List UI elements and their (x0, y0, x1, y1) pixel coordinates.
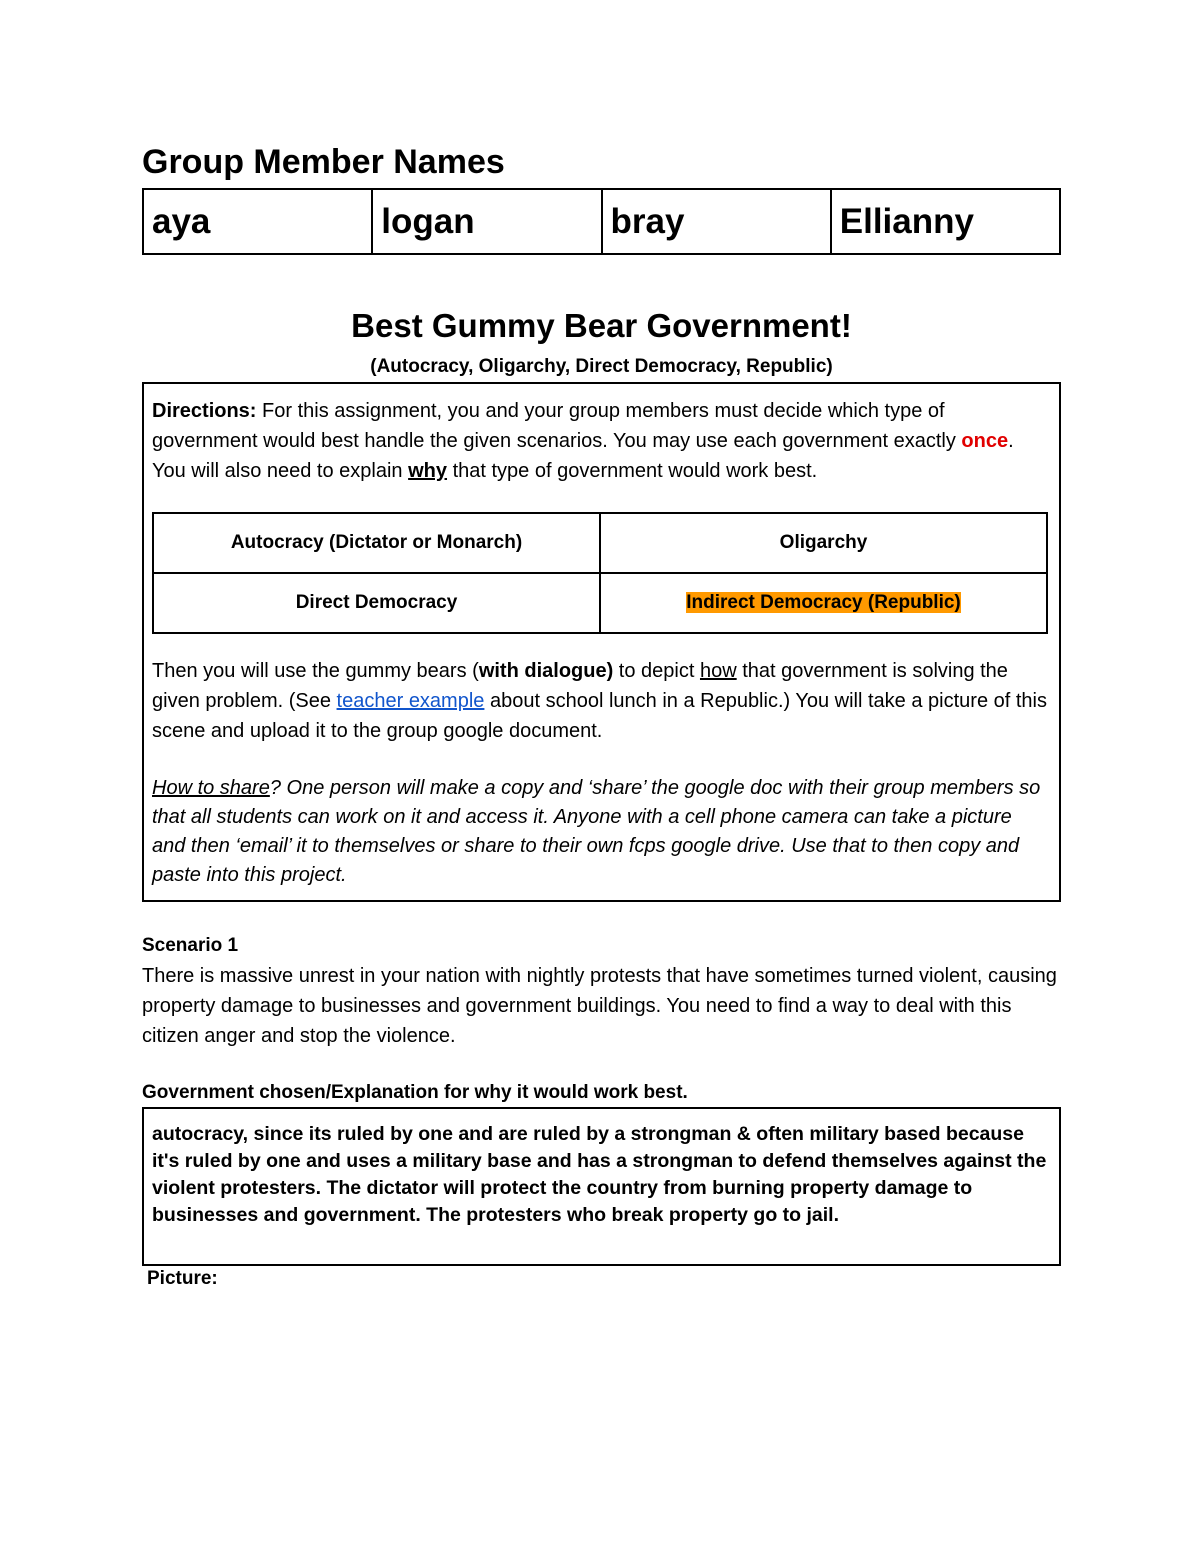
member-name-cell[interactable]: logan (372, 189, 601, 254)
government-cell-republic (600, 573, 1047, 633)
government-cell-direct-democracy: Direct Democracy (153, 573, 600, 633)
member-name-cell[interactable]: Ellianny (831, 189, 1060, 254)
document-subtitle: (Autocracy, Oligarchy, Direct Democracy, Republic) (370, 356, 833, 377)
group-members-heading: Group Member Names (142, 143, 505, 181)
government-cell-oligarchy: Oligarchy (600, 513, 1047, 573)
answer-text[interactable]: autocracy, since its ruled by one and are ruled by a strongman & often military based because it's ruled by one and uses a military base and has a strongman to defend themselves against the violent protesters. The dictator will protect the country from burning property damage to businesses and government. The protesters who break property go to jail. (152, 1123, 1047, 1226)
directions-text: Directions: For this assignment, you and your group members must decide which type of government would best handle the given scenarios. You may use each government exactly once. You will also need to explain why that type of government would work best. (152, 400, 1014, 482)
scenario-title: Scenario 1 (142, 935, 239, 956)
instructions-text: Then you will use the gummy bears (with dialogue) to depict how that government is solving the given problem. (See teacher example about school lunch in a Republic.) You will take a picture of this scene and upload it to the group google document. (152, 660, 1047, 742)
picture-label: Picture: (147, 1268, 218, 1289)
how-to-share-label: How to share (152, 777, 270, 799)
document-title: Best Gummy Bear Government! (351, 307, 852, 344)
government-types-table (152, 512, 1048, 634)
how-to-share-text: How to share? One person will make a copy and ‘share’ the google doc with their group members so that all students can work on it and access it. Anyone with a cell phone camera can take a picture and then ‘email’ it to themselves or share to their own fcps google drive. Use that to then copy and paste into this project. (152, 777, 1041, 886)
member-name-cell[interactable]: aya (143, 189, 372, 254)
directions-label: Directions: (152, 400, 257, 422)
directions-box (142, 382, 1061, 902)
group-members-table (142, 188, 1061, 255)
government-chosen-label: Government chosen/Explanation for why it would work best. (142, 1082, 688, 1103)
member-name-cell[interactable]: bray (602, 189, 831, 254)
government-cell-autocracy: Autocracy (Dictator or Monarch) (153, 513, 600, 573)
why-emphasis: why (408, 460, 448, 482)
scenario-text: There is massive unrest in your nation with nightly protests that have sometimes turned violent, causing property damage to businesses and government buildings. You need to find a way to deal with this citizen anger and stop the violence. (142, 965, 1057, 1047)
answer-box[interactable] (142, 1107, 1061, 1266)
teacher-example-link[interactable]: teacher example (336, 690, 485, 712)
republic-highlight: Indirect Democracy (Republic) (686, 592, 961, 613)
once-emphasis: once (961, 430, 1009, 452)
